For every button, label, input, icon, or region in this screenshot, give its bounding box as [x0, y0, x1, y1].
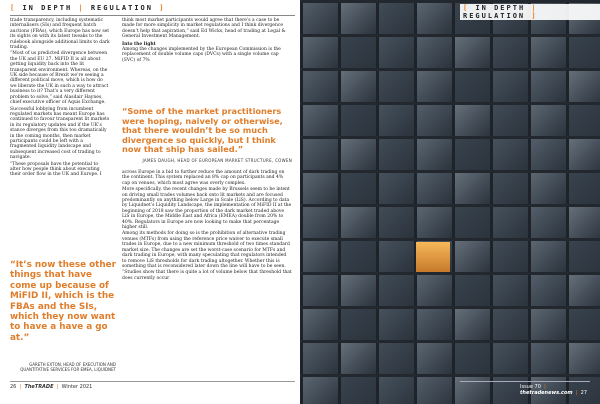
- mullion: [566, 0, 569, 404]
- issue-number: Issue 70: [520, 384, 541, 390]
- glass-pane: [490, 34, 528, 68]
- glass-pane: [376, 102, 414, 136]
- glass-pane: [452, 68, 490, 102]
- mullion: [528, 0, 531, 404]
- glass-pane: [338, 170, 376, 204]
- body-column-1: [10, 18, 110, 179]
- glass-pane: [528, 170, 566, 204]
- glass-pane: [528, 340, 566, 374]
- paragraph: Successful lobbying from incumbent regulated markets has meant Europe has continued to favour transparent lit markets in its regulatory updates and if the UK’s stance diverges from this too dramatically in the coming months, then market participants could be left with a fragmented liquidity landscape and subsequent increased cost of trading to navigate.: [10, 106, 110, 161]
- glass-pane: [452, 306, 490, 340]
- glass-pane: [566, 272, 600, 306]
- mullion: [490, 0, 493, 404]
- glass-pane: [376, 68, 414, 102]
- glass-pane: [338, 340, 376, 374]
- glass-pane: [300, 34, 338, 68]
- paragraph: “Studies show that there is quite a lot of volume below that threshold that does currently occur: [122, 270, 292, 281]
- glass-pane: [338, 102, 376, 136]
- glass-pane: [566, 340, 600, 374]
- glass-pane: [376, 238, 414, 272]
- glass-pane: [490, 68, 528, 102]
- glass-pane: [566, 102, 600, 136]
- glass-pane: [414, 34, 452, 68]
- glass-pane: [300, 340, 338, 374]
- paragraph: across Europe in a bid to further reduce the amount of dark trading on the continent. This system replaced an 8% cap on participants and 4% cap on venues, which most agree was overly complex.: [122, 170, 285, 186]
- transom: [300, 238, 600, 241]
- glass-pane: [376, 340, 414, 374]
- glass-pane: [452, 34, 490, 68]
- subheading: Into the light: [122, 41, 156, 47]
- transom: [300, 136, 600, 139]
- transom: [300, 0, 600, 3]
- paragraph: “Most of us predicted divergence between the UK and EU 27. MiFID II is all about getting liquidity back into the lit transparent environment. Whereas, on the UK side because of Brexit we’re seeing a different political move, which is how do we liberate the UK in such a way to attract business to it? That’s a very different problem to solve,” said Alasdair Haynes, chief executive officer of Aquis Exchange.: [10, 51, 109, 106]
- glass-pane: [376, 0, 414, 34]
- glass-pane: [414, 374, 452, 404]
- glass-pane: [300, 204, 338, 238]
- glass-pane: [300, 170, 338, 204]
- glass-pane: [490, 340, 528, 374]
- glass-pane: [414, 68, 452, 102]
- glass-pane: [452, 340, 490, 374]
- glass-pane: [376, 34, 414, 68]
- mullion: [300, 0, 303, 404]
- glass-pane: [338, 0, 376, 34]
- glass-pane: [414, 340, 452, 374]
- transom: [300, 272, 600, 275]
- transom: [300, 170, 600, 173]
- glass-pane: [414, 204, 452, 238]
- paragraph: Among its methods for doing so is the prohibition of alternative trading venues (MTFs) from using the reference price waiver to execute small trades in Europe, due to a new minimum threshold of two times standard market size. The changes are set the worst-case scenario for MTFs and dark trading in Europe, with many speculating that regulators intended to remove LiS thresholds for dark trading altogether. Whether this is something that is reconsidered later down the line will have to be seen.: [122, 231, 290, 269]
- glass-pane: [376, 374, 414, 404]
- transom: [300, 374, 600, 377]
- glass-pane: [414, 306, 452, 340]
- mullion: [414, 0, 417, 404]
- glass-pane: [566, 170, 600, 204]
- glass-pane: [338, 34, 376, 68]
- glass-pane: [452, 238, 490, 272]
- glass-pane: [338, 204, 376, 238]
- glass-pane: [338, 68, 376, 102]
- glass-pane: [414, 0, 452, 34]
- mullion: [452, 0, 455, 404]
- glass-pane: [376, 204, 414, 238]
- issue-date: Winter 2021: [61, 384, 93, 390]
- glass-pane: [490, 238, 528, 272]
- pull-quote-1-attribution: JAMES DAUGH, HEAD OF EUROPEAN MARKET STRUCTURE, COWEN: [142, 158, 292, 163]
- glass-pane: [338, 238, 376, 272]
- glass-pane: [300, 306, 338, 340]
- glass-pane: [300, 272, 338, 306]
- glass-pane: [566, 68, 600, 102]
- glass-pane: [490, 170, 528, 204]
- paragraph: “These proposals have the potential to alter how people think about executing their order flow in the UK and Europe. I: [10, 161, 102, 178]
- right-page-photo: [300, 0, 600, 404]
- section-tag: [ IN DEPTH | REGULATION ]: [10, 4, 166, 12]
- transom: [300, 68, 600, 71]
- page-number: 27: [580, 390, 588, 396]
- glass-pane: [490, 272, 528, 306]
- glass-pane: [528, 102, 566, 136]
- glass-pane: [452, 136, 490, 170]
- glass-pane: [338, 272, 376, 306]
- glass-pane: [490, 102, 528, 136]
- transom: [300, 204, 600, 207]
- footer-rule: [460, 381, 590, 382]
- glass-pane: [414, 102, 452, 136]
- transom: [300, 340, 600, 343]
- transom: [300, 34, 600, 37]
- glass-pane: [490, 136, 528, 170]
- glass-pane: [300, 238, 338, 272]
- glass-pane: [376, 272, 414, 306]
- mullion: [376, 0, 379, 404]
- glass-pane: [490, 204, 528, 238]
- glass-pane: [300, 102, 338, 136]
- pull-quote-1: “Some of the market practitioners were hoping, naively or otherwise, that there wouldn’t be so much divergence so quickly, but I think now that ship has sailed.”: [122, 106, 283, 155]
- glass-pane: [452, 374, 490, 404]
- lit-window: [416, 242, 450, 272]
- glass-pane: [376, 170, 414, 204]
- mullion: [338, 0, 341, 404]
- glass-pane: [566, 306, 600, 340]
- glass-pane: [528, 136, 566, 170]
- pull-quote-2-attribution: GARETH EXTON, HEAD OF EXECUTION AND QUANTITATIVE SERVICES FOR EMEA, LIQUIDNET: [20, 362, 116, 372]
- paragraph: Among the changes implemented by the European Commission is the replacement of double volume caps (DVCs) with a single volume cap (SVC) of 7%: [122, 47, 281, 63]
- glass-pane: [414, 272, 452, 306]
- transom: [300, 306, 600, 309]
- left-footer: 26 | TheTRADE | Winter 2021: [10, 384, 93, 390]
- page-number: 26: [10, 384, 17, 390]
- glass-pane: [566, 204, 600, 238]
- glass-pane: [300, 0, 338, 34]
- paragraph: More specifically, the recent changes made by Brussels seem to be intent on driving small trades volumes back onto lit markets and are focused predominantly on anything below Large in Scale (LiS). According to data by Liquidnet’s Liquidity Landscape, the implementation of MiFID II at the beginning of 2018 saw the proportion of the dark market traded above LiS in Europe, the Middle East and Africa (EMEA) double from 20% to 40%. Regulators in Europe are now looking to make that percentage higher still.: [122, 187, 292, 231]
- transom: [300, 102, 600, 105]
- glass-pane: [414, 136, 452, 170]
- glass-pane: [490, 306, 528, 340]
- glass-pane: [566, 34, 600, 68]
- glass-pane: [338, 136, 376, 170]
- glass-pane: [300, 136, 338, 170]
- glass-pane: [528, 238, 566, 272]
- glass-pane: [414, 170, 452, 204]
- glass-pane: [528, 306, 566, 340]
- glass-pane: [528, 204, 566, 238]
- glass-pane: [338, 306, 376, 340]
- glass-pane: [452, 170, 490, 204]
- glass-pane: [376, 136, 414, 170]
- footer-rule: [10, 381, 295, 382]
- glass-pane: [452, 272, 490, 306]
- section-tag: [ IN DEPTH | REGULATION ]: [460, 4, 600, 20]
- right-footer: Issue 70 | thetradenews.com | 27: [520, 384, 588, 396]
- glass-pane: [566, 136, 600, 170]
- brand-logo: TheTRADE: [24, 384, 54, 390]
- site-url: thetradenews.com: [520, 390, 573, 396]
- body-column-2-top: [122, 18, 292, 64]
- glass-pane: [528, 272, 566, 306]
- paragraph: trade transparency, including systematic internalisers (SIs) and frequent batch auctions (FBAs), which Europe has now set its sights on with its latest tweaks to the rulebook alongside additional limits to dark trading.: [10, 18, 110, 51]
- glass-pane: [528, 68, 566, 102]
- pull-quote-2: “It’s now these other things that have come up because of MiFID II, which is the FBAs and the SIs, which they now want to have a have a go at.”: [10, 260, 116, 343]
- header-rule: [10, 15, 295, 16]
- glass-pane: [300, 374, 338, 404]
- glass-pane: [452, 204, 490, 238]
- glass-pane: [566, 238, 600, 272]
- glass-pane: [338, 374, 376, 404]
- glass-pane: [528, 34, 566, 68]
- glass-pane: [300, 68, 338, 102]
- body-column-2-bottom: [122, 170, 292, 282]
- glass-pane: [376, 306, 414, 340]
- paragraph: think most market participants would agree that there’s a case to be made for more simplicity in market regulations and I think divergence doesn’t help that aspiration,” said Ed Wicks, head of trading at Legal & General Investment Management.: [122, 18, 286, 40]
- glass-pane: [452, 102, 490, 136]
